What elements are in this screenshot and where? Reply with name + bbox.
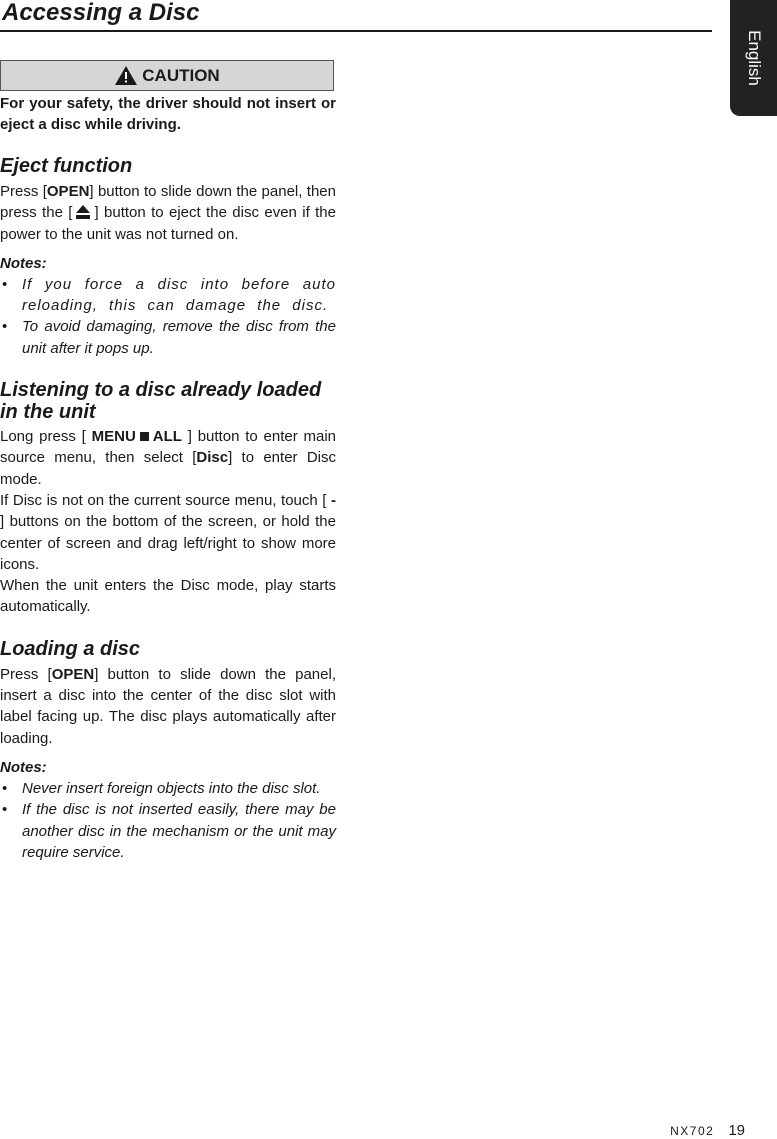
menu-key: MENU [91, 428, 136, 446]
list-item: • If the disc is not inserted easily, there may be another disc in the mechanism or the unit may require service. [0, 799, 336, 863]
open-key: OPEN [46, 183, 90, 200]
eject-notes-heading: Notes: [0, 254, 47, 272]
listening-paragraph-1 [0, 426, 336, 490]
caution-label: CAUTION [142, 65, 220, 85]
disc-key: Disc [196, 449, 229, 467]
loading-heading: Loading a disc [0, 637, 141, 660]
text-run: ] button to eject the disc even if the power to the unit was not turned on. [0, 204, 336, 243]
page-title: Accessing a Disc [2, 0, 200, 26]
list-item: • To avoid damaging, remove the disc from the unit after it pops up. [0, 316, 336, 359]
all-key: ALL [152, 428, 182, 446]
list-item: • If you force a disc into before auto reloading, this can damage the disc. [0, 274, 336, 317]
page-footer [670, 1122, 745, 1139]
eject-heading: Eject function [0, 155, 133, 177]
stop-square-icon [140, 432, 149, 441]
page-number: 19 [728, 1122, 745, 1139]
open-key: OPEN [51, 665, 95, 683]
warning-triangle-icon [114, 65, 138, 86]
model-name: NX702 [670, 1124, 715, 1138]
text-run: ] button to slide down the panel, insert a disc into the center of the disc slot with label facing up. The disc plays automatically after loading. [0, 665, 336, 747]
list-item: • Never insert foreign objects into the disc slot. [0, 778, 336, 799]
language-tab [730, 0, 777, 116]
text-run: Press [ [0, 183, 47, 200]
loading-notes-heading: Notes: [0, 758, 47, 776]
text-run: Press [ [0, 665, 52, 683]
language-tab-label: English [744, 30, 764, 86]
text-run: ] buttons on the bottom of the screen, or hold the center of screen and drag left/right to show more icons. [0, 513, 336, 573]
listening-paragraph-3: When the unit enters the Disc mode, play starts automatically. [0, 577, 336, 616]
text-run: Long press [ [0, 428, 92, 446]
listening-heading: Listening to a disc already loaded in the unit [0, 379, 322, 424]
loading-notes-list [0, 778, 336, 863]
minus-key: - [331, 491, 336, 509]
eject-paragraph [0, 181, 336, 245]
listening-paragraph-2 [0, 490, 336, 575]
title-rule [0, 30, 712, 32]
text-run: If Disc is not on the current source menu, touch [ [0, 491, 331, 509]
eject-icon [75, 204, 91, 220]
loading-paragraph [0, 664, 336, 749]
text-run: ] to enter Disc mode. [0, 449, 336, 488]
caution-text: For your safety, the driver should not insert or eject a disc while driving. [0, 95, 336, 133]
content-column [0, 60, 336, 863]
text-run: ] button to enter main source menu, then select [ [0, 428, 337, 467]
text-run: ] button to slide down the panel, then press the [ [0, 183, 336, 222]
eject-notes-list [0, 274, 336, 359]
caution-box [0, 60, 334, 91]
